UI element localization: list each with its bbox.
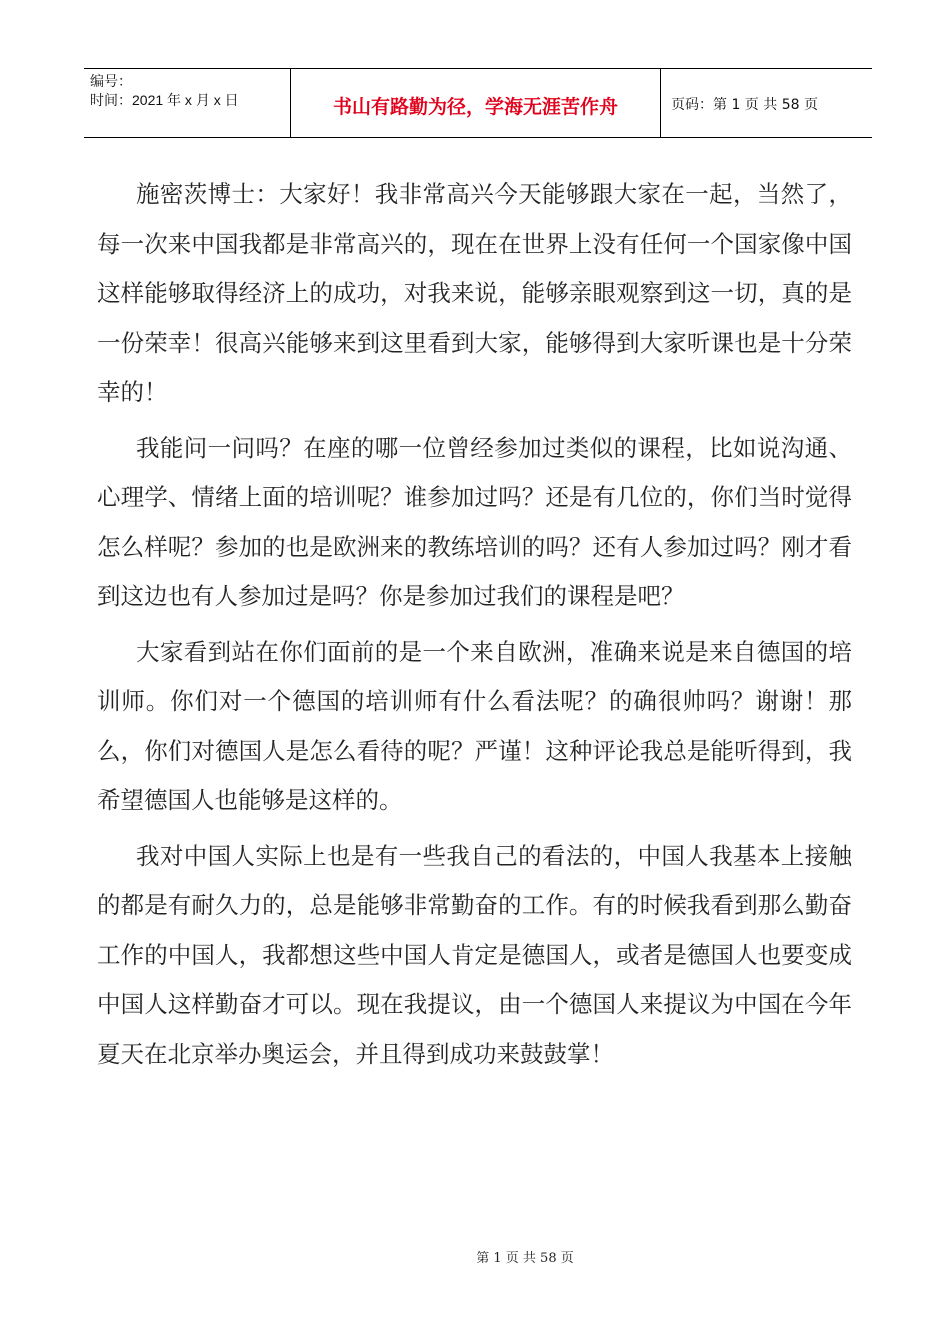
page-footer: 第 1 页 共 58 页 bbox=[476, 1251, 574, 1266]
date-label: 时间：2021 年 x 月 x 日 bbox=[90, 92, 239, 108]
number-label: 编号： bbox=[90, 73, 132, 89]
paragraph: 施密茨博士：大家好！我非常高兴今天能够跟大家在一起，当然了，每一次来中国我都是非常高兴的，现在在世界上没有任何一个国家像中国这样能够取得经济上的成功，对我来说，能够亲眼观察到这一切，真的是一份荣幸！很高兴能够来到这里看到大家，能够得到大家听课也是十分荣幸的！ bbox=[97, 180, 852, 406]
header-motto: 书山有路勤为径，学海无涯苦作舟 bbox=[291, 69, 661, 137]
paragraph: 大家看到站在你们面前的是一个来自欧洲，准确来说是来自德国的培训师。你们对一个德国的培训师有什么看法呢？的确很帅吗？谢谢！那么，你们对德国人是怎么看待的呢？严谨！这种评论我总是能听得到，我希望德国人也能够是这样的。 bbox=[97, 637, 852, 814]
paragraph: 我对中国人实际上也是有一些我自己的看法的，中国人我基本上接触的都是有耐久力的，总是能够非常勤奋的工作。有的时候我看到那么勤奋工作的中国人，我都想这些中国人肯定是德国人，或者是德国人也要变成中国人这样勤奋才可以。现在我提议，由一个德国人来提议为中国在今年夏天在北京举办奥运会，并且得到成功来鼓鼓掌！ bbox=[97, 841, 852, 1068]
paragraph: 我能问一问吗？在座的哪一位曾经参加过类似的课程，比如说沟通、心理学、情绪上面的培训呢？谁参加过吗？还是有几位的，你们当时觉得怎么样呢？参加的也是欧洲来的教练培训的吗？还有人参加过吗？刚才看到这边也有人参加过是吗？你是参加过我们的课程是吧？ bbox=[97, 433, 852, 610]
header-page-code: 页码：第 1 页 共 58 页 bbox=[671, 97, 818, 113]
header-meta bbox=[84, 69, 291, 137]
document-header bbox=[84, 68, 872, 138]
document-body bbox=[97, 170, 852, 1085]
